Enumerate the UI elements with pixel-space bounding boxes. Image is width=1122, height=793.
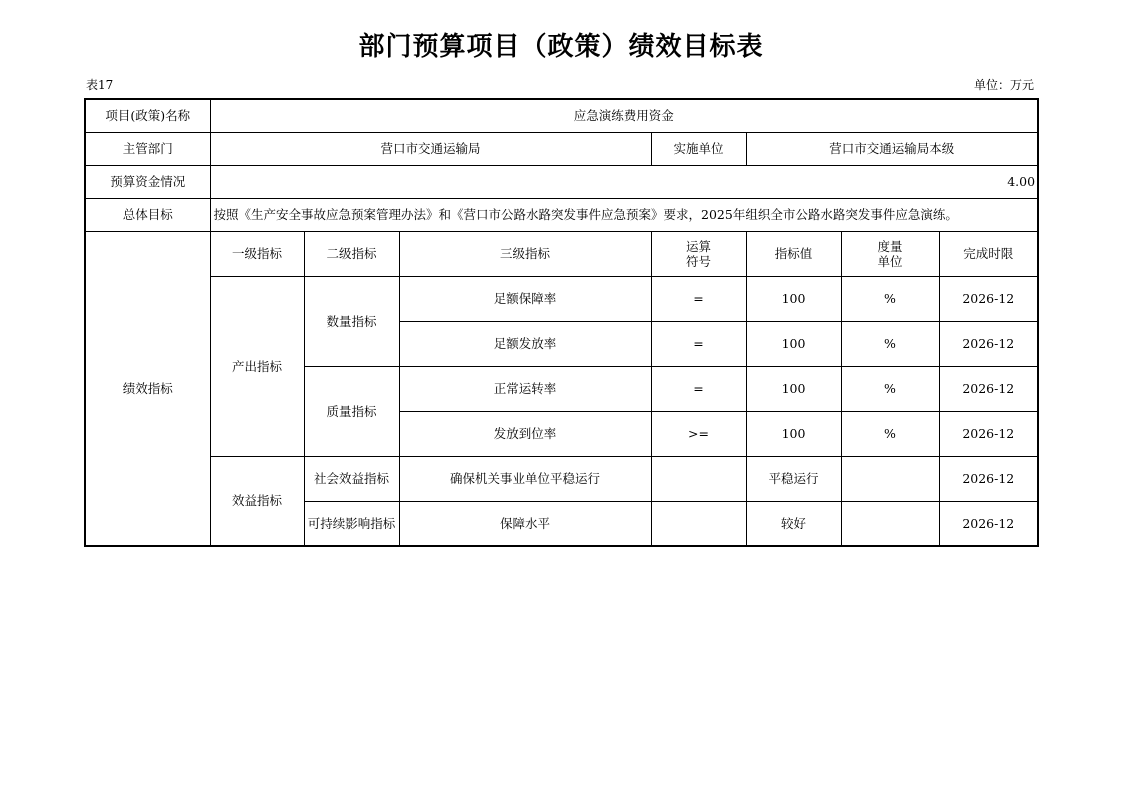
indicator-unit: %	[841, 411, 939, 456]
indicator-value: 平稳运行	[746, 456, 841, 501]
budget-row	[85, 165, 1038, 198]
header-level3: 三级指标	[399, 231, 651, 276]
indicator-deadline: 2026-12	[939, 411, 1038, 456]
indicator-deadline: 2026-12	[939, 276, 1038, 321]
indicator-name: 足额发放率	[399, 321, 651, 366]
goal-value: 按照《生产安全事故应急预案管理办法》和《营口市公路水路突发事件应急预案》要求，2025年组织全市公路水路突发事件应急演练。	[210, 198, 1038, 231]
indicator-unit: %	[841, 321, 939, 366]
indicator-name: 发放到位率	[399, 411, 651, 456]
header-value: 指标值	[746, 231, 841, 276]
indicator-name: 确保机关事业单位平稳运行	[399, 456, 651, 501]
header-level1: 一级指标	[210, 231, 304, 276]
implementer-value: 营口市交通运输局本级	[746, 132, 1038, 165]
group-benefit: 效益指标	[210, 456, 304, 546]
header-operator-line1: 运算	[685, 238, 711, 254]
indicator-name: 正常运转率	[399, 366, 651, 411]
indicator-name: 足额保障率	[399, 276, 651, 321]
goal-row	[85, 198, 1038, 231]
goal-label: 总体目标	[85, 198, 210, 231]
indicator-operator: =	[651, 366, 746, 411]
table-number: 表17	[86, 78, 114, 92]
project-name-row	[85, 99, 1038, 132]
indicator-deadline: 2026-12	[939, 501, 1038, 546]
header-deadline: 完成时限	[939, 231, 1038, 276]
implementer-label: 实施单位	[651, 132, 746, 165]
indicator-name: 保障水平	[399, 501, 651, 546]
indicator-operator	[651, 456, 746, 501]
department-value: 营口市交通运输局	[210, 132, 651, 165]
project-name-label: 项目(政策)名称	[85, 99, 210, 132]
indicator-operator	[651, 501, 746, 546]
project-name-value: 应急演练费用资金	[210, 99, 1038, 132]
department-label: 主管部门	[85, 132, 210, 165]
indicator-operator: >=	[651, 411, 746, 456]
indicator-deadline: 2026-12	[939, 321, 1038, 366]
group-quality: 质量指标	[304, 366, 399, 456]
indicator-unit	[841, 456, 939, 501]
indicator-value: 100	[746, 366, 841, 411]
group-quantity: 数量指标	[304, 276, 399, 366]
header-unit-line2: 单位	[877, 253, 903, 269]
group-social: 社会效益指标	[304, 456, 399, 501]
budget-label: 预算资金情况	[85, 165, 210, 198]
budget-value: 4.00	[210, 165, 1038, 198]
page-title: 部门预算项目（政策）绩效目标表	[358, 32, 764, 62]
indicator-value: 100	[746, 276, 841, 321]
header-unit	[841, 231, 939, 276]
performance-table	[84, 98, 1039, 547]
indicator-value: 较好	[746, 501, 841, 546]
table-row	[85, 276, 1038, 321]
header-unit-line1: 度量	[877, 238, 903, 254]
indicator-unit: %	[841, 366, 939, 411]
indicator-unit: %	[841, 276, 939, 321]
department-row	[85, 132, 1038, 165]
indicator-deadline: 2026-12	[939, 366, 1038, 411]
unit-label: 单位：万元	[973, 78, 1034, 92]
group-sustain: 可持续影响指标	[304, 501, 399, 546]
header-operator	[651, 231, 746, 276]
indicator-deadline: 2026-12	[939, 456, 1038, 501]
indicator-value: 100	[746, 321, 841, 366]
table-row	[85, 456, 1038, 501]
header-level2: 二级指标	[304, 231, 399, 276]
group-output: 产出指标	[210, 276, 304, 456]
indicator-value: 100	[746, 411, 841, 456]
header-operator-line2: 符号	[685, 253, 711, 269]
indicator-operator: =	[651, 276, 746, 321]
header-row	[85, 231, 1038, 276]
indicator-unit	[841, 501, 939, 546]
indicator-operator: =	[651, 321, 746, 366]
performance-label: 绩效指标	[85, 231, 210, 546]
